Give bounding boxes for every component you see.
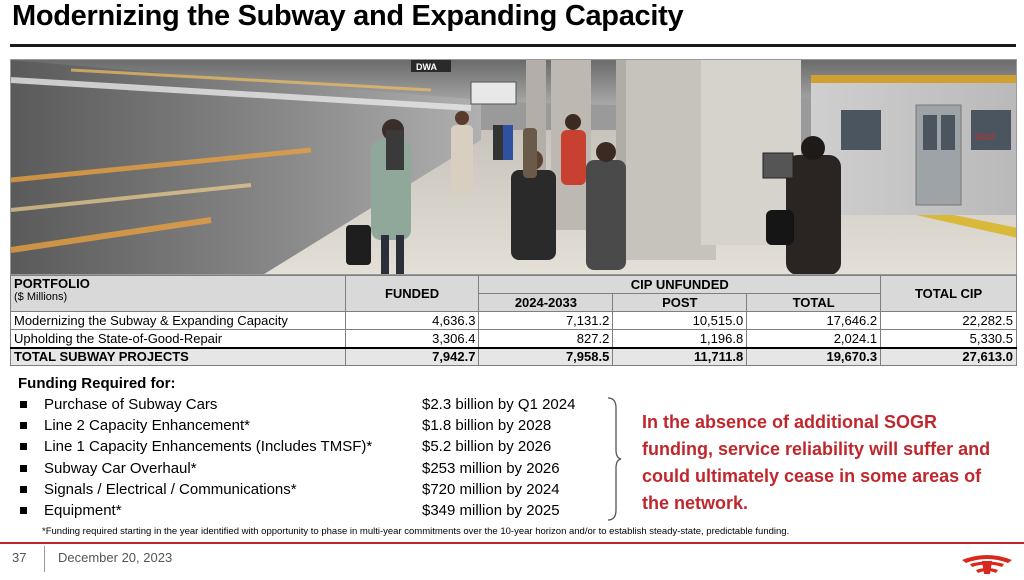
table-row <box>11 312 1017 330</box>
bullet-icon <box>20 507 27 514</box>
funding-item-amount: $2.3 billion by Q1 2024 <box>422 396 576 413</box>
funding-item <box>18 436 618 457</box>
funding-title: Funding Required for: <box>18 375 176 392</box>
funded-header: FUNDED <box>345 276 479 312</box>
funding-item-label: Line 2 Capacity Enhancement* <box>44 417 250 435</box>
funding-item <box>18 458 618 479</box>
row-total-cip: 5,330.5 <box>881 330 1017 348</box>
row-label: Modernizing the Subway & Expanding Capacity <box>11 312 346 330</box>
total-row <box>11 348 1017 366</box>
funding-item-label: Equipment* <box>44 501 122 519</box>
funding-section <box>18 375 618 521</box>
subway-station-photo <box>10 59 1017 275</box>
bullet-icon <box>20 401 27 408</box>
footer-separator <box>44 546 45 572</box>
footer-divider <box>0 542 1024 544</box>
train-number: 5933 <box>975 132 996 142</box>
row-label: Upholding the State-of-Good-Repair <box>11 330 346 348</box>
row-total: 17,646.2 <box>747 312 881 330</box>
right-brace-icon <box>606 396 622 522</box>
total-funded: 7,942.7 <box>345 348 479 366</box>
funding-item-amount: $1.8 billion by 2028 <box>422 417 552 435</box>
row-total: 2,024.1 <box>747 330 881 348</box>
funding-item-label: Subway Car Overhaul* <box>44 459 197 477</box>
total-post: 11,711.8 <box>613 348 747 366</box>
row-2024-2033: 827.2 <box>479 330 613 348</box>
row-post: 10,515.0 <box>613 312 747 330</box>
sogr-warning-callout: In the absence of additional SOGR funding, service reliability will suffer and could ultimately cease in some areas of the network. <box>642 412 991 513</box>
total-total: 19,670.3 <box>747 348 881 366</box>
portfolio-table <box>10 275 1017 366</box>
funding-item <box>18 500 618 521</box>
total-2024-2033: 7,958.5 <box>479 348 613 366</box>
funding-item-amount: $349 million by 2025 <box>422 501 560 519</box>
bullet-icon <box>20 486 27 493</box>
table-row <box>11 330 1017 348</box>
portfolio-label: PORTFOLIO <box>14 276 90 291</box>
station-sign: DWA <box>416 62 437 72</box>
funding-item <box>18 415 618 436</box>
portfolio-units: ($ Millions) <box>14 291 68 303</box>
ttc-logo-icon <box>960 552 1014 576</box>
page-number: 37 <box>12 550 27 565</box>
bullet-icon <box>20 422 27 429</box>
bullet-icon <box>20 443 27 450</box>
total-cip-header: TOTAL CIP <box>881 276 1017 312</box>
funding-item-amount: $720 million by 2024 <box>422 480 560 498</box>
row-post: 1,196.8 <box>613 330 747 348</box>
row-funded: 4,636.3 <box>345 312 479 330</box>
cip-unfunded-header: CIP UNFUNDED <box>479 276 881 294</box>
col-post-header: POST <box>613 294 747 312</box>
funding-item-label: Purchase of Subway Cars <box>44 396 218 413</box>
col-total-header: TOTAL <box>747 294 881 312</box>
funding-item-amount: $5.2 billion by 2026 <box>422 438 552 456</box>
bullet-icon <box>20 465 27 472</box>
portfolio-header <box>11 276 346 312</box>
title-divider <box>10 44 1016 47</box>
total-row-label: TOTAL SUBWAY PROJECTS <box>11 348 346 366</box>
funding-item-label: Line 1 Capacity Enhancements (Includes TMSF)* <box>44 438 373 456</box>
total-total-cip: 27,613.0 <box>881 348 1017 366</box>
row-2024-2033: 7,131.2 <box>479 312 613 330</box>
footnote: *Funding required starting in the year identified with opportunity to phase in multi-year commitments over the 10-year horizon and/or to establish steady-state, predictable funding. <box>42 526 790 537</box>
col-2024-2033-header: 2024-2033 <box>479 294 613 312</box>
row-funded: 3,306.4 <box>345 330 479 348</box>
funding-item-label: Signals / Electrical / Communications* <box>44 480 297 498</box>
footer-date: December 20, 2023 <box>58 550 173 565</box>
page-title: Modernizing the Subway and Expanding Capacity <box>12 0 684 32</box>
funding-item-amount: $253 million by 2026 <box>422 459 560 477</box>
funding-item <box>18 479 618 500</box>
funding-item <box>18 394 618 415</box>
row-total-cip: 22,282.5 <box>881 312 1017 330</box>
